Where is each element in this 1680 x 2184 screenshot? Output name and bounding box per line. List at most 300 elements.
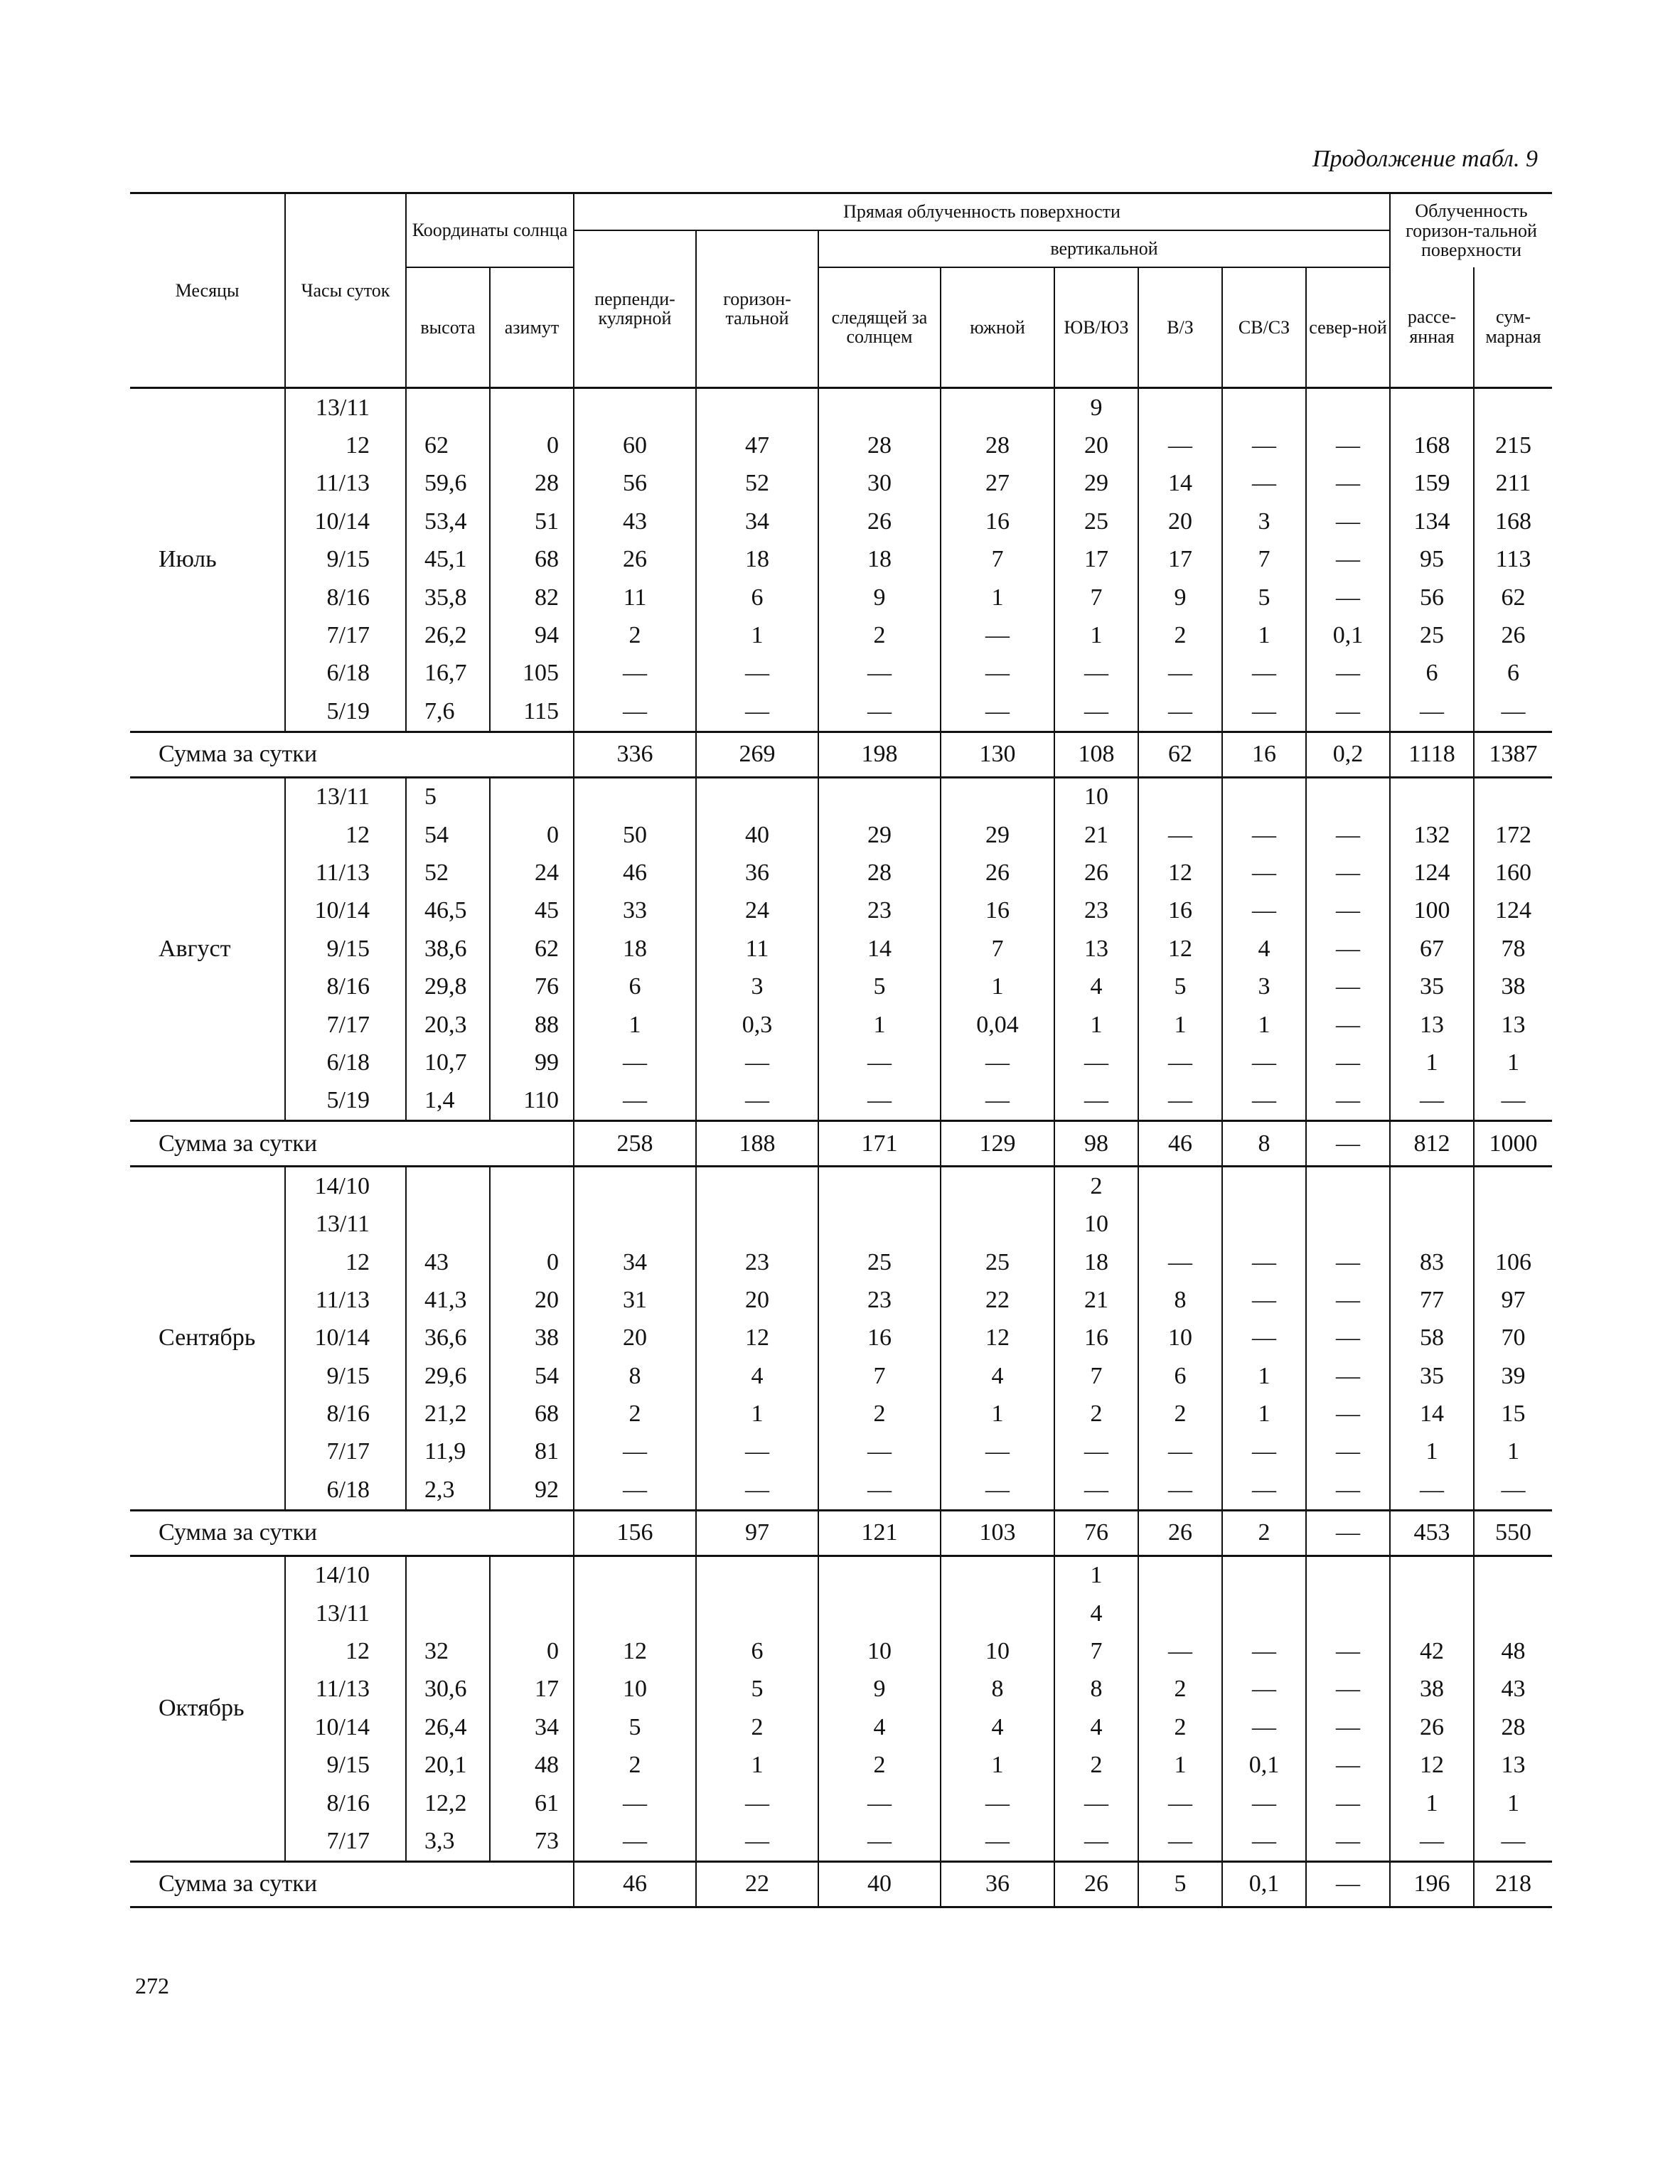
sum-cell: 40: [818, 1861, 941, 1907]
table-cell: —: [1222, 1320, 1306, 1357]
table-cell: 43: [1474, 1671, 1552, 1708]
hour-cell: 12: [285, 427, 406, 464]
table-cell: 2: [1138, 616, 1222, 654]
page-number: 272: [135, 1973, 169, 1998]
hour-cell: 8/16: [285, 1395, 406, 1433]
table-cell: 0: [490, 1243, 574, 1281]
table-cell: 5: [1138, 968, 1222, 1005]
sum-cell: 98: [1054, 1121, 1138, 1167]
table-cell: [1306, 1167, 1390, 1206]
table-cell: [941, 1167, 1054, 1206]
sum-cell: 0,2: [1306, 732, 1390, 777]
table-cell: —: [1222, 1082, 1306, 1121]
hour-cell: 10/14: [285, 1708, 406, 1746]
table-row: [130, 541, 1552, 579]
table-cell: 3: [1222, 968, 1306, 1005]
table-row: [130, 1784, 1552, 1822]
table-cell: —: [696, 1082, 818, 1121]
table-cell: 23: [696, 1243, 818, 1281]
table-cell: —: [1138, 1632, 1222, 1670]
table-cell: 35: [1390, 1357, 1474, 1395]
sum-cell: 336: [574, 732, 696, 777]
table-cell: 8: [1138, 1281, 1222, 1319]
table-cell: 14: [1390, 1395, 1474, 1433]
sum-cell: 196: [1390, 1861, 1474, 1907]
table-cell: —: [1306, 1082, 1390, 1121]
table-cell: 16: [818, 1320, 941, 1357]
hour-cell: 12: [285, 1632, 406, 1670]
table-cell: 50: [574, 816, 696, 854]
header-azimuth: азимут: [490, 267, 574, 388]
table-cell: [1222, 388, 1306, 427]
table-cell: —: [1306, 541, 1390, 579]
table-cell: [696, 1205, 818, 1243]
table-continuation-title: Продолжение табл. 9: [1312, 146, 1538, 172]
table-cell: 76: [490, 968, 574, 1005]
table-cell: [490, 1556, 574, 1595]
sum-cell: 1000: [1474, 1121, 1552, 1167]
hour-cell: 12: [285, 816, 406, 854]
table-cell: 2: [1054, 1747, 1138, 1784]
table-cell: —: [818, 692, 941, 732]
table-cell: 160: [1474, 854, 1552, 892]
table-cell: 7: [941, 541, 1054, 579]
table-cell: 5: [574, 1708, 696, 1746]
table-cell: 23: [818, 892, 941, 930]
sum-row: [130, 1861, 1552, 1907]
header-north: север-ной: [1306, 267, 1390, 388]
table-cell: —: [818, 1822, 941, 1861]
sum-cell: 22: [696, 1861, 818, 1907]
table-cell: —: [1306, 427, 1390, 464]
hour-cell: 12: [285, 1243, 406, 1281]
table-cell: 211: [1474, 465, 1552, 503]
table-cell: 70: [1474, 1320, 1552, 1357]
header-horizontal: горизон-тальной: [696, 230, 818, 388]
table-cell: 172: [1474, 816, 1552, 854]
table-cell: 1: [1474, 1433, 1552, 1471]
sum-cell: 16: [1222, 732, 1306, 777]
sum-cell: —: [1306, 1121, 1390, 1167]
table-cell: 4: [1222, 930, 1306, 968]
table-cell: —: [1306, 854, 1390, 892]
table-cell: 46,5: [406, 892, 490, 930]
sum-spacer: [406, 1861, 574, 1907]
table-cell: 46: [574, 854, 696, 892]
table-cell: [1138, 1595, 1222, 1632]
table-cell: [406, 388, 490, 427]
table-cell: 26: [1054, 854, 1138, 892]
table-cell: 99: [490, 1044, 574, 1081]
table-row: [130, 1167, 1552, 1206]
table-cell: 9: [1054, 388, 1138, 427]
table-cell: 83: [1390, 1243, 1474, 1281]
sum-cell: —: [1306, 1861, 1390, 1907]
table-cell: 26: [1390, 1708, 1474, 1746]
table-cell: 20: [696, 1281, 818, 1319]
hour-cell: 11/13: [285, 465, 406, 503]
table-cell: —: [1390, 692, 1474, 732]
table-cell: [1474, 1595, 1552, 1632]
header-south: южной: [941, 267, 1054, 388]
table-cell: [490, 388, 574, 427]
sum-cell: 1118: [1390, 732, 1474, 777]
table-cell: —: [1222, 816, 1306, 854]
hour-cell: 7/17: [285, 1006, 406, 1044]
hour-cell: 9/15: [285, 930, 406, 968]
table-cell: 97: [1474, 1281, 1552, 1319]
table-cell: 29,6: [406, 1357, 490, 1395]
table-cell: —: [1306, 1784, 1390, 1822]
table-cell: 1: [941, 968, 1054, 1005]
table-cell: 2: [1054, 1167, 1138, 1206]
table-cell: [490, 777, 574, 816]
table-row: [130, 1044, 1552, 1081]
table-cell: —: [1222, 655, 1306, 692]
table-cell: —: [1222, 892, 1306, 930]
sum-cell: 121: [818, 1510, 941, 1556]
table-cell: —: [696, 1471, 818, 1510]
table-cell: 17: [490, 1671, 574, 1708]
table-cell: 62: [1474, 579, 1552, 616]
table-cell: 17: [1054, 541, 1138, 579]
table-cell: 24: [696, 892, 818, 930]
sum-row: [130, 732, 1552, 777]
table-cell: 28: [818, 854, 941, 892]
table-cell: —: [574, 655, 696, 692]
table-cell: 4: [1054, 1595, 1138, 1632]
table-cell: [574, 1556, 696, 1595]
table-cell: [490, 1167, 574, 1206]
header-hours: Часы суток: [285, 193, 406, 388]
table-cell: —: [1306, 816, 1390, 854]
table-cell: —: [1474, 1822, 1552, 1861]
table-cell: 5: [818, 968, 941, 1005]
table-cell: [1222, 1595, 1306, 1632]
table-cell: 38: [490, 1320, 574, 1357]
table-cell: 1: [1390, 1433, 1474, 1471]
table-cell: —: [1474, 1471, 1552, 1510]
hour-cell: 11/13: [285, 1281, 406, 1319]
sum-cell: 130: [941, 732, 1054, 777]
table-cell: 6: [696, 1632, 818, 1670]
table-row: [130, 1205, 1552, 1243]
table-cell: 7: [1222, 541, 1306, 579]
table-cell: 48: [490, 1747, 574, 1784]
table-cell: 6: [1138, 1357, 1222, 1395]
table-cell: —: [1390, 1822, 1474, 1861]
table-cell: —: [1306, 579, 1390, 616]
table-cell: 10: [1054, 1205, 1138, 1243]
table-cell: 20,1: [406, 1747, 490, 1784]
sum-cell: 46: [574, 1861, 696, 1907]
table-cell: [1390, 1595, 1474, 1632]
table-cell: 4: [1054, 1708, 1138, 1746]
table-cell: —: [818, 1044, 941, 1081]
table-cell: [490, 1205, 574, 1243]
table-cell: 1: [1054, 616, 1138, 654]
table-cell: [1474, 777, 1552, 816]
table-cell: 58: [1390, 1320, 1474, 1357]
sum-label: Сумма за сутки: [130, 1510, 406, 1556]
table-row: [130, 1395, 1552, 1433]
table-cell: 78: [1474, 930, 1552, 968]
table-cell: 134: [1390, 503, 1474, 540]
table-cell: —: [818, 1784, 941, 1822]
table-cell: 92: [490, 1471, 574, 1510]
table-cell: 34: [696, 503, 818, 540]
table-cell: 16,7: [406, 655, 490, 692]
table-cell: —: [1306, 1357, 1390, 1395]
hour-cell: 11/13: [285, 1671, 406, 1708]
table-cell: 12,2: [406, 1784, 490, 1822]
sum-cell: 198: [818, 732, 941, 777]
table-cell: 7: [1054, 1632, 1138, 1670]
hour-cell: 10/14: [285, 503, 406, 540]
hour-cell: 14/10: [285, 1556, 406, 1595]
table-cell: 35: [1390, 968, 1474, 1005]
table-cell: 14: [1138, 465, 1222, 503]
table-cell: 21: [1054, 816, 1138, 854]
table-cell: —: [574, 1082, 696, 1121]
table-row: [130, 692, 1552, 732]
table-cell: —: [1222, 1433, 1306, 1471]
table-cell: 0,1: [1306, 616, 1390, 654]
table-cell: 11: [574, 579, 696, 616]
table-cell: 124: [1390, 854, 1474, 892]
table-cell: 36: [696, 854, 818, 892]
table-cell: 25: [1390, 616, 1474, 654]
table-cell: 5: [696, 1671, 818, 1708]
table-cell: 25: [818, 1243, 941, 1281]
table-cell: 2: [574, 1747, 696, 1784]
table-cell: 9: [818, 579, 941, 616]
table-cell: [574, 1595, 696, 1632]
table-cell: 2: [1138, 1708, 1222, 1746]
table-cell: 30: [818, 465, 941, 503]
table-cell: 21,2: [406, 1395, 490, 1433]
table-cell: [1390, 1205, 1474, 1243]
table-cell: —: [1138, 692, 1222, 732]
table-cell: 20: [490, 1281, 574, 1319]
table-cell: 4: [941, 1357, 1054, 1395]
month-label: Июль: [159, 546, 217, 573]
table-cell: [1138, 1167, 1222, 1206]
sum-cell: 258: [574, 1121, 696, 1167]
table-cell: 25: [1054, 503, 1138, 540]
table-cell: 1: [696, 1395, 818, 1433]
table-cell: —: [1306, 1044, 1390, 1081]
table-cell: [696, 1595, 818, 1632]
hour-cell: 13/11: [285, 1205, 406, 1243]
table-cell: —: [696, 1822, 818, 1861]
hour-cell: 5/19: [285, 692, 406, 732]
table-cell: 1: [1474, 1044, 1552, 1081]
sum-cell: 269: [696, 732, 818, 777]
table-cell: —: [574, 1822, 696, 1861]
table-cell: [818, 1556, 941, 1595]
hour-cell: 5/19: [285, 1082, 406, 1121]
table-cell: [818, 777, 941, 816]
hour-cell: 9/15: [285, 541, 406, 579]
table-cell: —: [941, 1784, 1054, 1822]
table-cell: 2: [574, 1395, 696, 1433]
table-cell: [574, 777, 696, 816]
table-cell: 38,6: [406, 930, 490, 968]
table-cell: —: [696, 1433, 818, 1471]
table-cell: —: [1474, 692, 1552, 732]
table-cell: 20: [574, 1320, 696, 1357]
table-cell: 132: [1390, 816, 1474, 854]
hour-cell: 13/11: [285, 1595, 406, 1632]
table-cell: 54: [490, 1357, 574, 1395]
table-cell: —: [1138, 1044, 1222, 1081]
table-cell: 16: [1138, 892, 1222, 930]
table-cell: 73: [490, 1822, 574, 1861]
table-cell: —: [1222, 465, 1306, 503]
table-cell: 11: [696, 930, 818, 968]
table-row: [130, 1243, 1552, 1281]
table-cell: 21: [1054, 1281, 1138, 1319]
table-cell: [1390, 1167, 1474, 1206]
table-cell: —: [941, 616, 1054, 654]
table-cell: 6: [574, 968, 696, 1005]
table-cell: [941, 1595, 1054, 1632]
month-label: Октябрь: [159, 1695, 245, 1722]
table-cell: [696, 388, 818, 427]
table-cell: —: [1054, 1082, 1138, 1121]
header-perpendicular: перпенди-кулярной: [574, 230, 696, 388]
table-cell: 168: [1474, 503, 1552, 540]
table-cell: 29: [941, 816, 1054, 854]
hour-cell: 10/14: [285, 1320, 406, 1357]
hour-cell: 8/16: [285, 1784, 406, 1822]
table-cell: —: [1306, 1433, 1390, 1471]
sum-cell: 171: [818, 1121, 941, 1167]
sum-cell: —: [1306, 1510, 1390, 1556]
table-cell: —: [1306, 1243, 1390, 1281]
table-cell: 53,4: [406, 503, 490, 540]
table-cell: —: [1306, 968, 1390, 1005]
table-cell: 2: [1138, 1395, 1222, 1433]
header-direct-irradiance: Прямая облученность поверхности: [574, 193, 1390, 230]
table-cell: 18: [818, 541, 941, 579]
table-cell: 5: [406, 777, 490, 816]
table-cell: [1474, 1167, 1552, 1206]
table-row: [130, 1357, 1552, 1395]
table-cell: 115: [490, 692, 574, 732]
table-cell: [818, 1595, 941, 1632]
table-cell: 10: [1138, 1320, 1222, 1357]
table-row: [130, 427, 1552, 464]
table-cell: 215: [1474, 427, 1552, 464]
table-row: [130, 388, 1552, 427]
table-cell: 77: [1390, 1281, 1474, 1319]
sum-cell: 453: [1390, 1510, 1474, 1556]
table-cell: 34: [574, 1243, 696, 1281]
table-row: [130, 816, 1552, 854]
table-cell: 11,9: [406, 1433, 490, 1471]
table-cell: 9: [1138, 579, 1222, 616]
table-cell: 68: [490, 1395, 574, 1433]
month-label: Август: [159, 935, 231, 962]
table-cell: [1222, 1167, 1306, 1206]
table-cell: 6: [1390, 655, 1474, 692]
table-cell: 20: [1138, 503, 1222, 540]
table-cell: —: [1306, 465, 1390, 503]
table-cell: —: [1138, 655, 1222, 692]
table-cell: 16: [1054, 1320, 1138, 1357]
sum-label: Сумма за сутки: [130, 1861, 406, 1907]
table-cell: 2: [818, 1747, 941, 1784]
table-cell: 168: [1390, 427, 1474, 464]
table-cell: 1: [1054, 1006, 1138, 1044]
table-cell: —: [1054, 692, 1138, 732]
table-cell: 7: [1054, 1357, 1138, 1395]
table-cell: 61: [490, 1784, 574, 1822]
table-cell: 32: [406, 1632, 490, 1670]
table-cell: —: [574, 1433, 696, 1471]
table-cell: [406, 1595, 490, 1632]
table-cell: 106: [1474, 1243, 1552, 1281]
table-cell: —: [1306, 1471, 1390, 1510]
table-cell: 1: [941, 1747, 1054, 1784]
table-row: [130, 1006, 1552, 1044]
table-cell: 26,2: [406, 616, 490, 654]
table-cell: 100: [1390, 892, 1474, 930]
table-cell: 2: [696, 1708, 818, 1746]
table-cell: —: [1306, 692, 1390, 732]
table-cell: 8: [1054, 1671, 1138, 1708]
table-row: [130, 1747, 1552, 1784]
table-cell: —: [1138, 1471, 1222, 1510]
table-cell: 48: [1474, 1632, 1552, 1670]
sum-cell: 0,1: [1222, 1861, 1306, 1907]
hour-cell: 10/14: [285, 892, 406, 930]
table-cell: 26: [818, 503, 941, 540]
table-cell: [1390, 388, 1474, 427]
table-cell: 47: [696, 427, 818, 464]
table-cell: 1: [1390, 1784, 1474, 1822]
table-cell: 43: [574, 503, 696, 540]
table-cell: [818, 388, 941, 427]
table-cell: —: [818, 1433, 941, 1471]
sum-cell: 103: [941, 1510, 1054, 1556]
table-cell: 1: [574, 1006, 696, 1044]
table-row: [130, 465, 1552, 503]
table-cell: 54: [406, 816, 490, 854]
header-tracking: следящей за солнцем: [818, 267, 941, 388]
table-cell: —: [1138, 1822, 1222, 1861]
sum-cell: 8: [1222, 1121, 1306, 1167]
table-cell: —: [1222, 1044, 1306, 1081]
table-cell: [1138, 777, 1222, 816]
table-cell: —: [574, 1471, 696, 1510]
table-cell: 15: [1474, 1395, 1552, 1433]
table-row: [130, 1556, 1552, 1595]
table-cell: 10: [574, 1671, 696, 1708]
table-cell: 20: [1054, 427, 1138, 464]
table-cell: —: [1306, 1006, 1390, 1044]
table-cell: —: [574, 692, 696, 732]
table-cell: 6: [1474, 655, 1552, 692]
sum-row: [130, 1121, 1552, 1167]
table-cell: —: [1138, 427, 1222, 464]
table-cell: 13: [1474, 1747, 1552, 1784]
table-cell: 4: [818, 1708, 941, 1746]
header-diffuse: рассе-янная: [1390, 267, 1474, 388]
table-cell: 113: [1474, 541, 1552, 579]
